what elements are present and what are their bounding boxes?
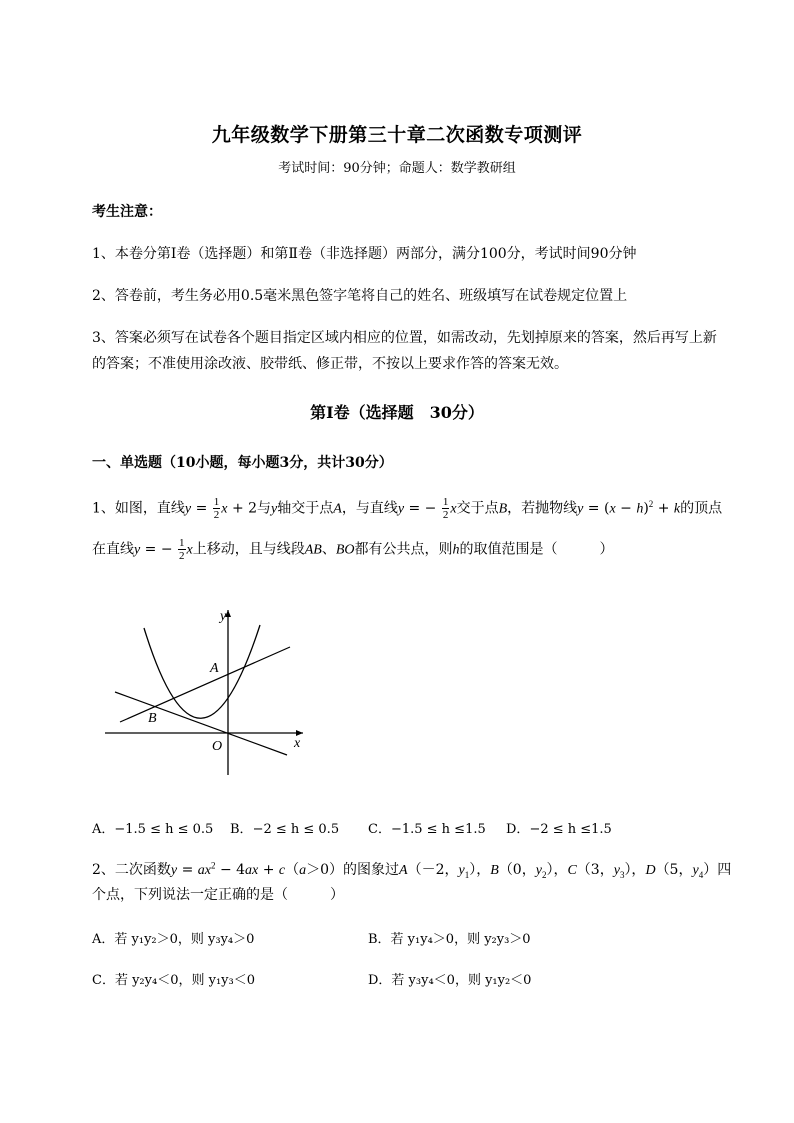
notice-item-2: 2、答卷前，考生务必用0.5毫米黑色签字笔将自己的姓名、班级填写在试卷规定位置上	[92, 288, 628, 304]
notice-heading: 考生注意：	[92, 204, 162, 220]
q1-option-a[interactable]: A．−1.5 ≤ h ≤ 0.5	[92, 822, 214, 837]
q2-option-d[interactable]: D．若 y₃y₄＜0，则 y₁y₂＜0	[368, 973, 532, 988]
label-y: y	[220, 609, 227, 624]
q2-text: ），	[469, 862, 491, 878]
line-ab	[120, 647, 290, 722]
q1-text: 的取值范围是（ ）	[459, 541, 614, 558]
fraction-half: $\frac{1}{2}$	[442, 496, 449, 521]
q2-option-c[interactable]: C．若 y₂y₄＜0，则 y₁y₃＜0	[92, 973, 255, 988]
q2-option-a[interactable]: A．若 y₁y₂＞0，则 y₃y₄＞0	[92, 932, 255, 947]
q2-text: 2、二次函数	[92, 862, 171, 878]
line-bo	[115, 692, 287, 755]
q2-text: （	[285, 862, 300, 878]
q2-option-b[interactable]: B．若 y₁y₄＞0，则 y₂y₃＞0	[368, 932, 531, 947]
q2-text: （5，	[655, 862, 693, 878]
q1-option-c[interactable]: C．−1.5 ≤ h ≤1.5	[368, 822, 486, 837]
part-heading: 一、单选题（10小题，每小题3分，共计30分）	[92, 455, 393, 471]
notice-item-3: 3、答案必须写在试卷各个题目指定区域内相应的位置，如需改动，先划掉原来的答案，然后再写上新	[92, 330, 717, 346]
q2-text: ）四	[703, 862, 732, 878]
q1-text: 1、如图，直线	[92, 500, 185, 517]
q1-text: 上移动，且与线段	[192, 541, 305, 558]
q1-option-d[interactable]: D．−2 ≤ h ≤1.5	[506, 822, 612, 837]
section-title: 第I卷（选择题 30分）	[310, 403, 484, 422]
q2-text: ），	[546, 862, 568, 878]
q1-text: 都有公共点，则	[354, 541, 453, 558]
question-2-line-2: 个点，下列说法一定正确的是（ ）	[92, 887, 344, 903]
q1-text: 与	[257, 500, 272, 517]
q2-text: ＞0）的图象过	[306, 862, 400, 878]
question-2-line-1: 2、二次函数$y = ax^2 - 4ax + c(a>0)$的图象过A（－2，$y_1$），B（0，$y_2$），C（3，$y_3$），D（5，$y_4$）四	[92, 860, 732, 880]
q1-text: 轴交于点	[277, 500, 334, 517]
label-a: A	[210, 661, 219, 676]
fraction-half: $\frac{1}{2}$	[179, 537, 185, 562]
page-title: 九年级数学下册第三十章二次函数专项测评	[211, 124, 583, 146]
q1-option-b[interactable]: B．−2 ≤ h ≤ 0.5	[230, 822, 340, 837]
notice-item-1: 1、本卷分第I卷（选择题）和第Ⅱ卷（非选择题）两部分，满分100分，考试时间90分钟	[92, 246, 637, 262]
q2-text: （0，	[498, 862, 536, 878]
fraction-half: $\frac{1}{2}$	[213, 496, 220, 521]
notice-item-3-cont: 的答案；不准使用涂改液、胶带纸、修正带，不按以上要求作答的答案无效。	[92, 356, 568, 372]
q2-text: （－2，	[407, 862, 459, 878]
q1-text: 在直线	[92, 541, 134, 558]
question-1-line-2: 在直线y = − $\frac{1}{2}$ x上移动，且与线段AB、BO都有公共点，则h的取值范围是（ ）	[92, 537, 614, 562]
q2-text: ），	[624, 862, 646, 878]
q1-figure	[100, 600, 310, 780]
label-b: B	[148, 711, 157, 726]
q2-text: （3，	[576, 862, 614, 878]
q1-text: 、	[321, 541, 336, 558]
q1-text: ，与直线	[341, 500, 398, 517]
q1-text: 的顶点	[680, 500, 723, 517]
q1-text: ，若抛物线	[507, 500, 578, 517]
label-x: x	[294, 736, 301, 751]
exam-info: 考试时间：90分钟；命题人：数学教研组	[278, 161, 516, 176]
question-1-line-1: 1、如图，直线y = $\frac{1}{2}$ x + 2与y轴交于点A，与直线y = − $\frac{1}{2}$ x交于点B，若抛物线$y = (x - h)^2 + k$的顶点	[92, 496, 723, 521]
label-o: O	[212, 739, 223, 754]
q1-text: 交于点	[456, 500, 499, 517]
